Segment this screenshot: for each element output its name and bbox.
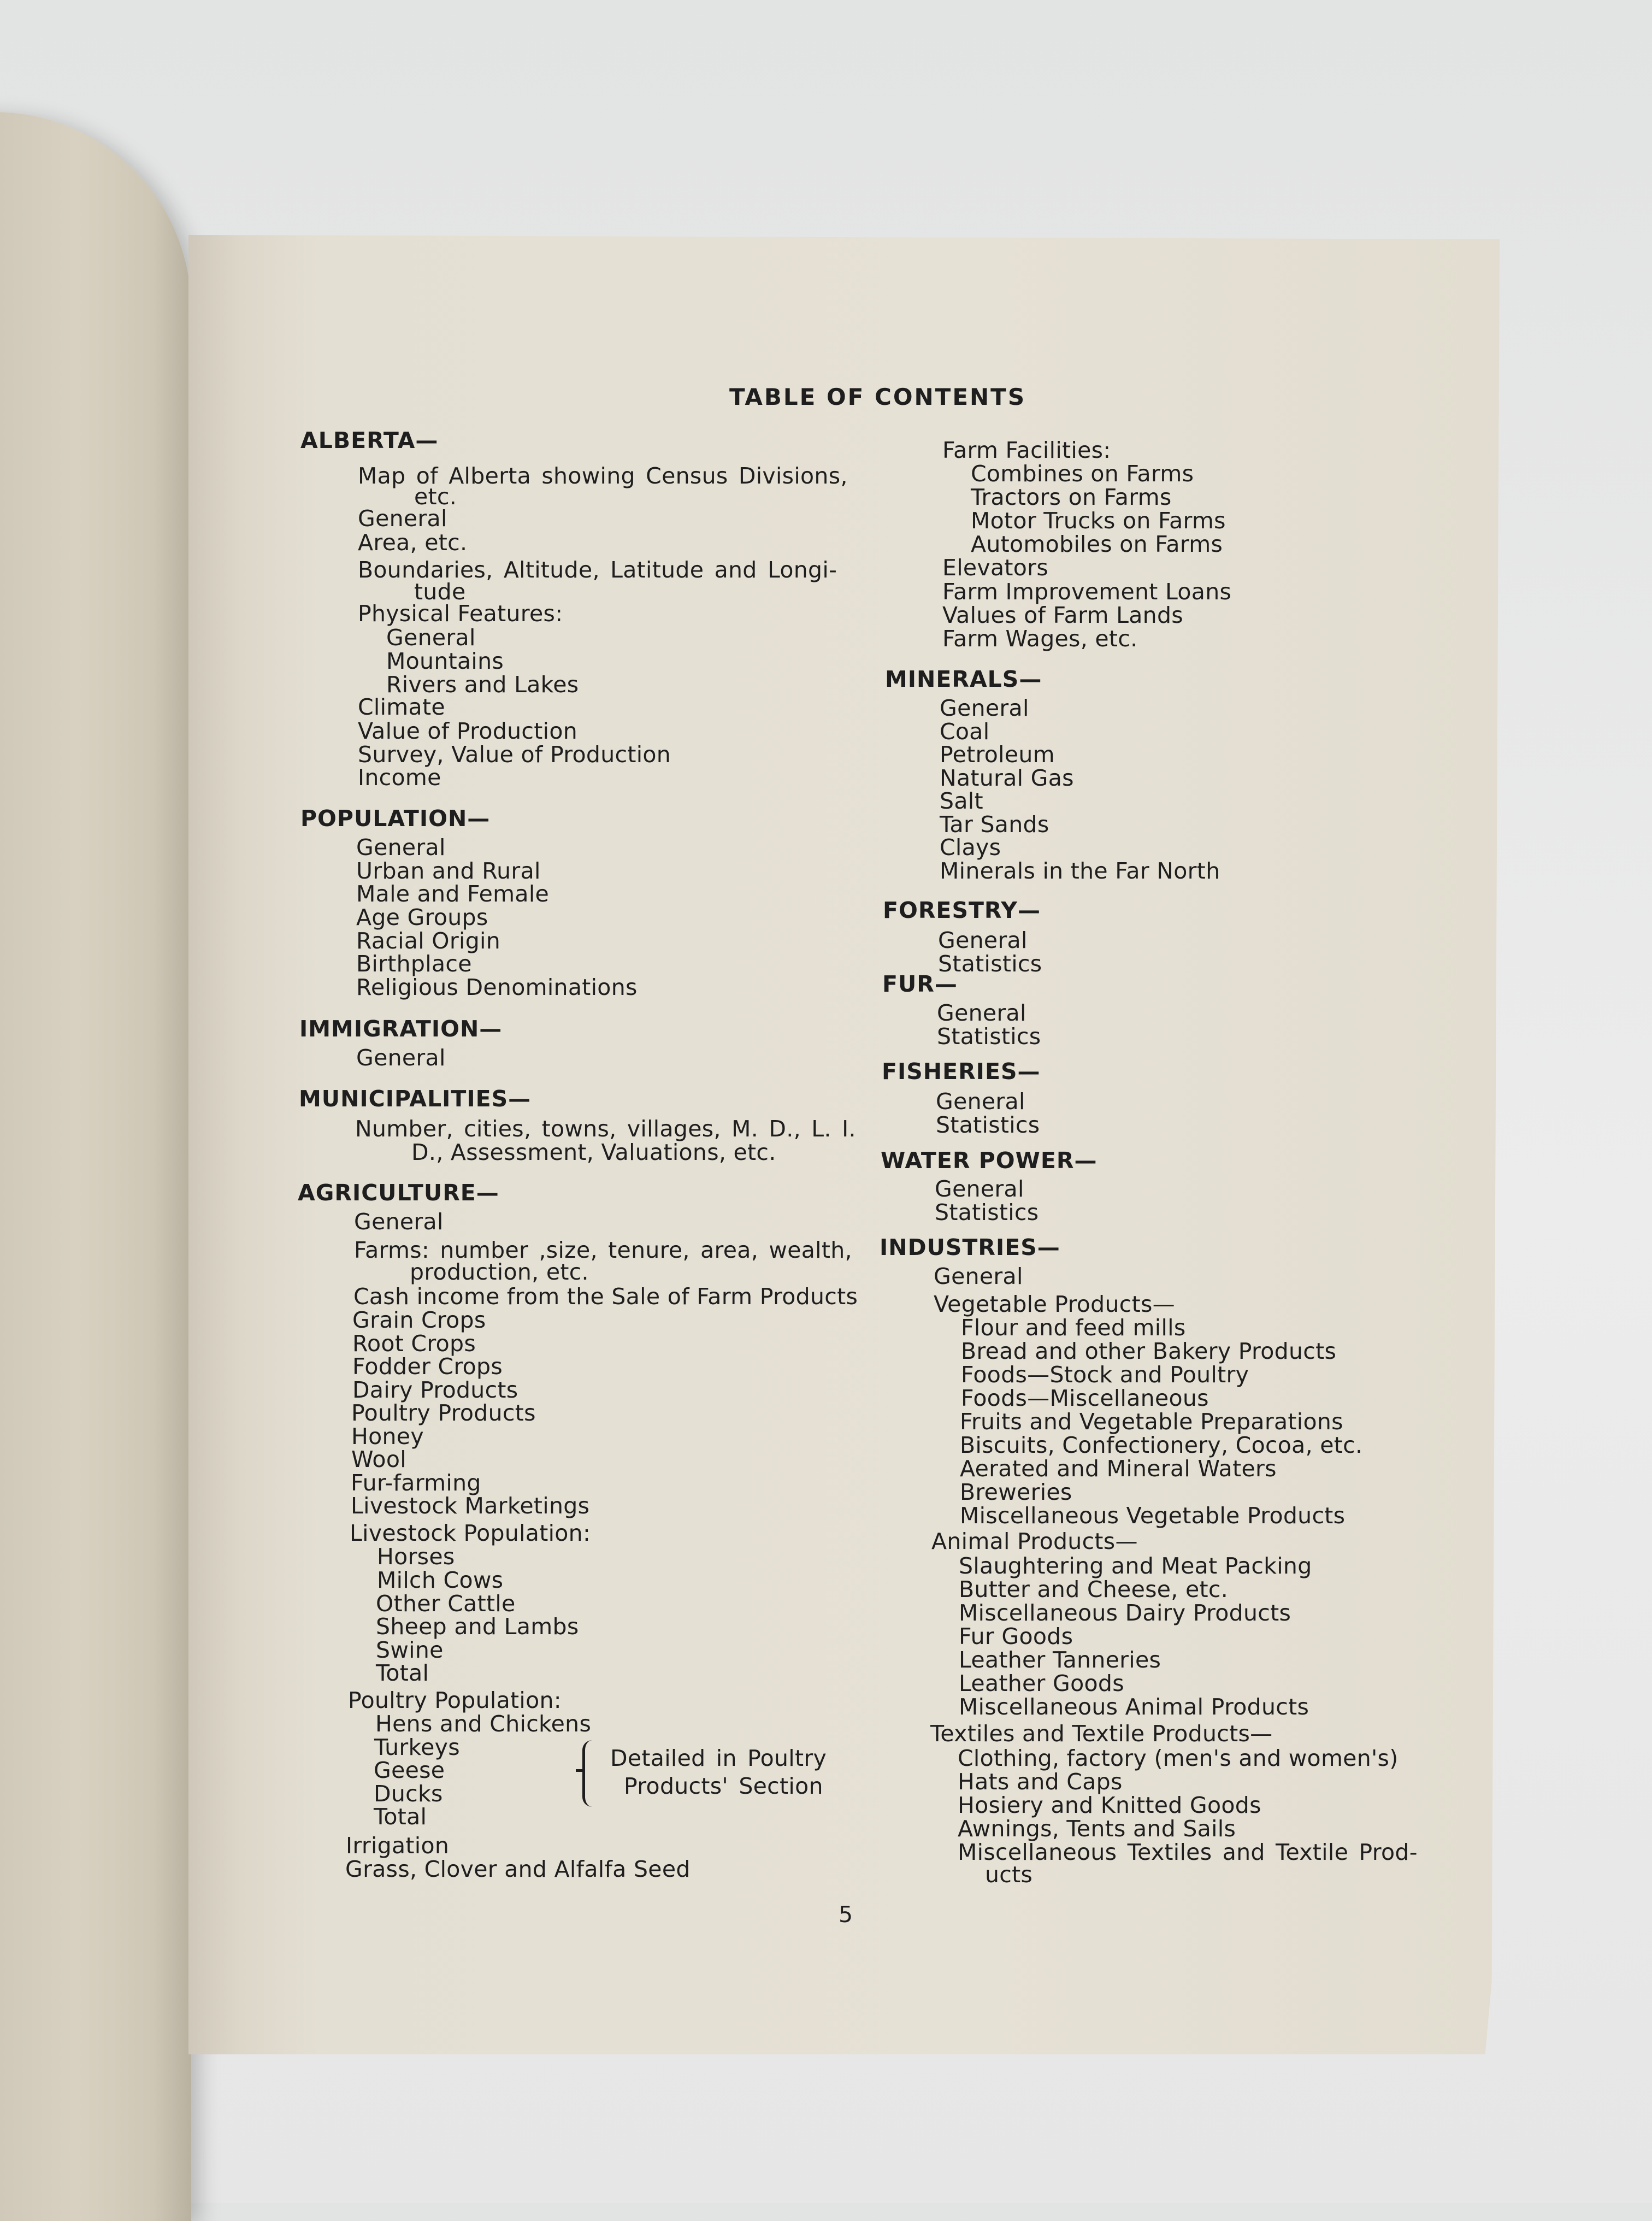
toc-entry: General: [386, 625, 476, 651]
toc-entry: Coal: [940, 718, 990, 745]
toc-entry: Hosiery and Knitted Goods: [958, 1792, 1261, 1818]
toc-entry: Fur Goods: [959, 1623, 1073, 1649]
toc-entry: Other Cattle: [376, 1590, 516, 1617]
toc-entry: General: [356, 1045, 446, 1071]
curly-brace-icon: [582, 1740, 596, 1807]
toc-entry: Age Groups: [356, 904, 488, 930]
toc-entry: Statistics: [937, 1023, 1041, 1050]
toc-entry: Mountains: [386, 648, 504, 674]
toc-entry: Slaughtering and Meat Packing: [959, 1553, 1312, 1579]
section-heading-fisheries: FISHERIES—: [882, 1058, 1041, 1085]
toc-entry: Minerals in the Far North: [940, 858, 1220, 884]
page-title: TABLE OF CONTENTS: [729, 384, 1026, 410]
section-heading-agriculture: AGRICULTURE—: [298, 1180, 499, 1206]
section-heading-minerals: MINERALS—: [885, 666, 1042, 692]
toc-entry: Irrigation: [346, 1833, 450, 1859]
toc-entry: Area, etc.: [358, 529, 468, 556]
toc-entry: Hats and Caps: [958, 1769, 1123, 1795]
toc-entry: Number, cities, towns, villages, M. D., L. I.: [355, 1116, 856, 1142]
toc-entry: production, etc.: [410, 1259, 589, 1285]
toc-entry: Male and Female: [356, 881, 550, 907]
section-heading-fur: FUR—: [882, 971, 958, 997]
toc-entry: Climate: [358, 694, 445, 720]
toc-entry: Wool: [351, 1446, 406, 1472]
toc-entry: Income: [358, 764, 441, 791]
toc-entry: Boundaries, Altitude, Latitude and Longi-: [358, 557, 837, 583]
section-heading-water-power: WATER POWER—: [881, 1147, 1098, 1174]
toc-entry: Farm Improvement Loans: [942, 579, 1232, 605]
toc-entry: Map of Alberta showing Census Divisions,: [358, 463, 848, 489]
toc-entry: General: [934, 1263, 1023, 1289]
toc-entry: Statistics: [938, 951, 1042, 977]
toc-entry: Clays: [940, 834, 1001, 861]
toc-entry: Miscellaneous Animal Products: [959, 1694, 1309, 1720]
toc-entry: Sheep and Lambs: [376, 1613, 579, 1640]
toc-entry: Religious Denominations: [356, 974, 638, 1000]
toc-entry: Petroleum: [940, 741, 1055, 768]
toc-entry: Tractors on Farms: [971, 484, 1172, 510]
toc-entry: Textiles and Textile Products—: [930, 1721, 1273, 1747]
toc-entry: Natural Gas: [940, 765, 1074, 791]
toc-entry: Ducks: [374, 1781, 443, 1807]
toc-entry: Fruits and Vegetable Preparations: [960, 1409, 1343, 1435]
toc-entry: Fodder Crops: [352, 1353, 503, 1380]
toc-entry: Cash income from the Sale of Farm Products: [353, 1283, 858, 1310]
toc-entry: Horses: [377, 1543, 455, 1570]
toc-entry: Miscellaneous Textiles and Textile Prod-: [958, 1839, 1418, 1865]
toc-entry: Grass, Clover and Alfalfa Seed: [345, 1856, 691, 1882]
toc-entry: Combines on Farms: [971, 461, 1194, 487]
page-number: 5: [839, 1901, 853, 1928]
toc-entry: General: [935, 1176, 1024, 1202]
section-heading-alberta: ALBERTA—: [300, 427, 439, 453]
toc-entry: Butter and Cheese, etc.: [959, 1576, 1229, 1603]
toc-entry: Elevators: [942, 555, 1048, 581]
toc-entry: Leather Tanneries: [959, 1647, 1161, 1673]
section-heading-industries: INDUSTRIES—: [880, 1234, 1060, 1260]
toc-entry: Farm Wages, etc.: [942, 626, 1138, 652]
toc-entry: Statistics: [936, 1112, 1040, 1138]
toc-entry: Statistics: [935, 1199, 1039, 1226]
toc-entry: Swine: [376, 1637, 444, 1663]
toc-entry: Leather Goods: [959, 1670, 1124, 1696]
section-heading-population: POPULATION—: [300, 805, 491, 832]
toc-entry: Livestock Marketings: [351, 1493, 590, 1519]
section-heading-forestry: FORESTRY—: [883, 897, 1041, 923]
toc-entry: Fur-farming: [351, 1470, 481, 1496]
toc-entry: Racial Origin: [356, 928, 501, 954]
toc-entry: General: [356, 834, 446, 861]
toc-entry: Aerated and Mineral Waters: [960, 1456, 1277, 1482]
toc-entry: Flour and feed mills: [961, 1315, 1186, 1341]
toc-entry: Miscellaneous Vegetable Products: [960, 1503, 1346, 1529]
toc-entry: Rivers and Lakes: [386, 671, 579, 698]
toc-entry: Breweries: [960, 1479, 1072, 1505]
toc-entry: Poultry Population:: [348, 1687, 562, 1713]
poultry-note: Products' Section: [624, 1773, 823, 1799]
toc-entry: Root Crops: [352, 1330, 476, 1357]
toc-entry: tude: [414, 579, 466, 605]
toc-entry: General: [938, 927, 1028, 953]
toc-entry: Foods—Miscellaneous: [961, 1385, 1209, 1411]
toc-entry: General: [358, 505, 447, 532]
toc-entry: Physical Features:: [358, 600, 563, 627]
toc-entry: Turkeys: [374, 1734, 460, 1760]
toc-entry: etc.: [414, 484, 457, 510]
toc-entry: Urban and Rural: [356, 858, 541, 884]
toc-entry: Geese: [374, 1757, 445, 1783]
toc-entry: Automobiles on Farms: [971, 531, 1223, 557]
toc-entry: Livestock Population:: [350, 1520, 591, 1546]
toc-entry: Tar Sands: [940, 811, 1049, 838]
toc-entry: General: [940, 695, 1029, 721]
toc-entry: General: [354, 1209, 444, 1235]
toc-entry: Miscellaneous Dairy Products: [959, 1600, 1291, 1626]
section-heading-immigration: IMMIGRATION—: [299, 1016, 503, 1042]
toc-entry: Farm Facilities:: [942, 437, 1111, 463]
toc-entry: Total: [376, 1660, 429, 1686]
toc-entry: Biscuits, Confectionery, Cocoa, etc.: [960, 1432, 1363, 1458]
toc-entry: Clothing, factory (men's and women's): [958, 1745, 1399, 1771]
toc-entry: Value of Production: [358, 718, 578, 744]
toc-entry: Animal Products—: [931, 1528, 1138, 1554]
toc-entry: General: [936, 1088, 1025, 1115]
toc-entry: Foods—Stock and Poultry: [961, 1362, 1249, 1388]
toc-entry: Survey, Value of Production: [358, 741, 671, 768]
poultry-note: Detailed in Poultry: [610, 1745, 827, 1771]
toc-entry: Birthplace: [356, 951, 472, 977]
left-page-edge: [0, 112, 191, 2221]
toc-entry: D., Assessment, Valuations, etc.: [411, 1139, 776, 1165]
toc-entry: Values of Farm Lands: [942, 602, 1183, 628]
section-heading-municipalities: MUNICIPALITIES—: [299, 1086, 532, 1112]
toc-entry: Motor Trucks on Farms: [971, 508, 1226, 534]
toc-entry: General: [937, 1000, 1026, 1026]
toc-entry: Farms: number ,size, tenure, area, wealth,: [354, 1237, 852, 1263]
toc-entry: Milch Cows: [377, 1567, 504, 1593]
toc-entry: Hens and Chickens: [375, 1711, 592, 1737]
toc-entry: Vegetable Products—: [934, 1291, 1175, 1317]
toc-entry: Poultry Products: [351, 1400, 536, 1426]
toc-entry: Total: [374, 1804, 427, 1830]
toc-entry: Honey: [351, 1423, 424, 1450]
toc-entry: Salt: [940, 788, 983, 814]
toc-entry: Awnings, Tents and Sails: [958, 1816, 1236, 1842]
toc-entry: Bread and other Bakery Products: [961, 1338, 1337, 1364]
toc-entry: Dairy Products: [352, 1377, 518, 1403]
toc-entry: Grain Crops: [352, 1307, 486, 1333]
toc-entry: ucts: [985, 1861, 1033, 1888]
